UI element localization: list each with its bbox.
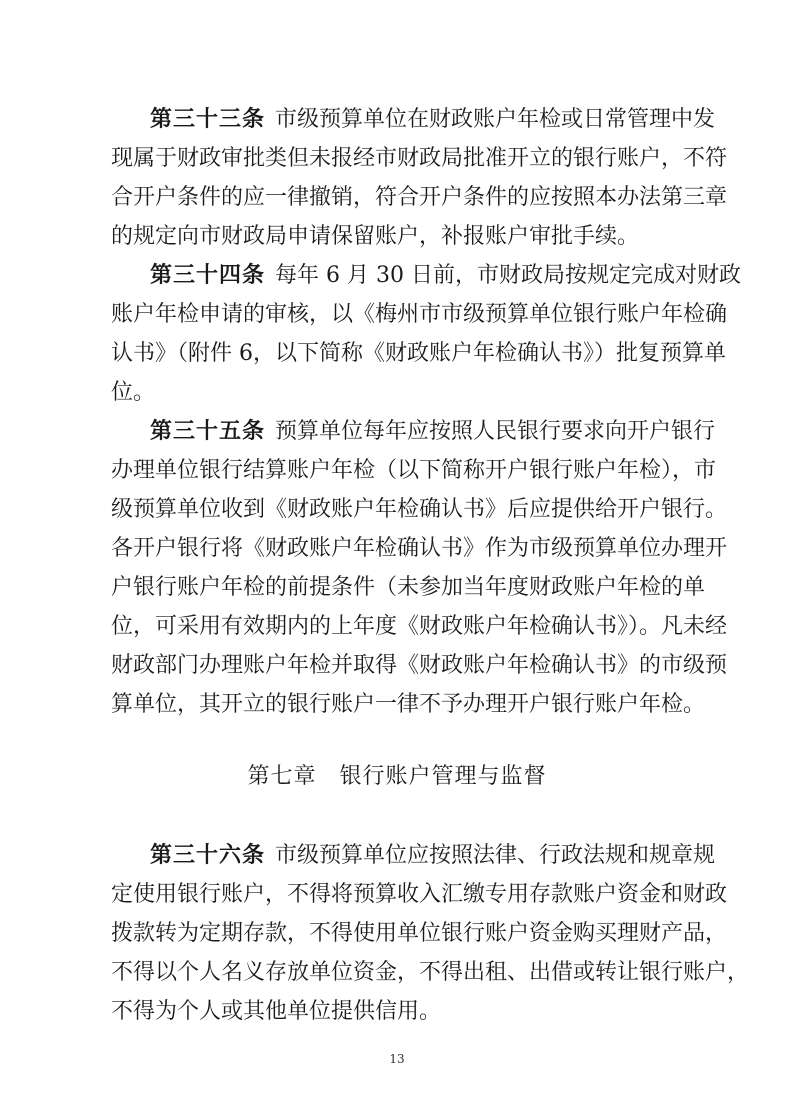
chapter-heading: 第七章 银行账户管理与监督 [247, 764, 547, 789]
article-35-line-6: 位，可采用有效期内的上年度《财政账户年检确认书》）。凡未经 [111, 614, 728, 639]
article-36-line-1 [150, 842, 716, 870]
article-35-line-8: 算单位，其开立的银行账户一律不予办理开户银行账户年检。 [111, 692, 706, 717]
article-33-line-4: 的规定向市财政局申请保留账户，补报账户审批手续。 [111, 224, 640, 249]
article-35-line-5: 户银行账户年检的前提条件（未参加当年度财政账户年检的单 [111, 575, 706, 600]
article-34-line-1 [150, 262, 741, 290]
article-36-line-2: 定使用银行账户，不得将预算收入汇缴专用存款账户资金和财政 [111, 882, 728, 907]
article-35-line-7: 财政部门办理账户年检并取得《财政账户年检确认书》的市级预 [111, 653, 728, 678]
article-36-line-3: 拨款转为定期存款，不得使用单位银行账户资金购买理财产品， [111, 921, 728, 946]
article-number: 第三十六条 [150, 843, 266, 868]
article-text: 市级预算单位应按照法律、行政法规和规章规 [275, 843, 716, 868]
article-34-line-3: 认书》（附件 6，以下简称《财政账户年检确认书》）批复预算单 [111, 341, 726, 366]
article-text: 市级预算单位在财政账户年检或日常管理中发 [275, 107, 716, 132]
article-33-line-3: 合开户条件的应一律撤销，符合开户条件的应按照本办法第三章 [111, 185, 728, 210]
article-35-line-2: 办理单位银行结算账户年检（以下简称开户银行账户年检），市 [111, 458, 717, 483]
article-35-line-4: 各开户银行将《财政账户年检确认书》作为市级预算单位办理开 [111, 536, 728, 561]
article-text: 预算单位每年应按照人民银行要求向开户银行 [275, 419, 716, 444]
article-35-line-1 [150, 418, 716, 446]
article-34-line-4: 位。 [111, 380, 156, 405]
article-35-line-3: 级预算单位收到《财政账户年检确认书》后应提供给开户银行。 [111, 497, 728, 522]
article-36-line-4: 不得以个人名义存放单位资金，不得出租、出借或转让银行账户， [111, 960, 750, 985]
article-number: 第三十五条 [150, 419, 266, 444]
article-33-line-1 [150, 106, 716, 134]
article-number: 第三十三条 [150, 107, 266, 132]
article-34-line-2: 账户年检申请的审核，以《梅州市市级预算单位银行账户年检确 [111, 302, 728, 327]
article-33-line-2: 现属于财政审批类但未报经市财政局批准开立的银行账户，不符 [111, 146, 728, 171]
page-number: 13 [389, 1052, 405, 1066]
article-number: 第三十四条 [150, 263, 266, 288]
article-36-line-5: 不得为个人或其他单位提供信用。 [111, 999, 442, 1024]
article-text: 每年 6 月 30 日前，市财政局按规定完成对财政 [275, 263, 741, 288]
